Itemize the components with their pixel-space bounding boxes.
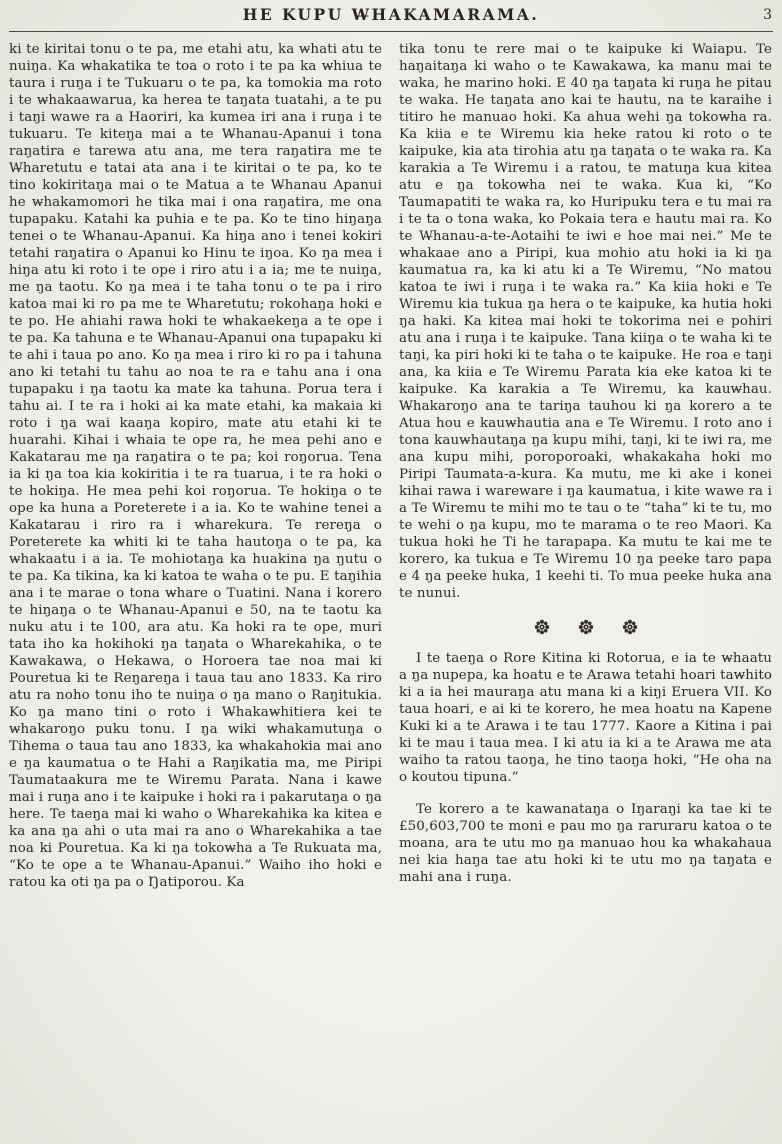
masthead [9, 5, 773, 32]
rosette-fleuron-icon [534, 619, 550, 635]
rosette-fleuron-icon [578, 619, 594, 635]
section-divider [399, 619, 772, 635]
left-column [9, 41, 382, 891]
paragraph: Te korero a te kawanataŋa o Iŋaraŋi ka tae ki te £50,603,700 te moni e pau mo ŋa raruraru katoa o te moana, ara te utu mo ŋa manuao hou ka w̶hakahaua nei kia haŋa tae atu hoki ki te utu mo ŋa taŋata e mahi ana i ruŋa. [399, 802, 772, 885]
paragraph: tika tonu te rere mai o te kaipuke ki Waiapu. Te haŋaitaŋa ki waho o te Kawakawa, ka manu mai te waka, he marino hoki. E 40 ŋa taŋata ki ruŋa he pitau te waka. He taŋata ano kai te hautu, na te karaihe i titiro he manuao hoki. Ka ahua wehi ŋa tokow̶ha ra. Ka kiia e te Wiremu kia heke ratou ki roto o te kaipuke, kia ata tirohia atu ŋa taŋata o te waka ra. Ka karakia a Te Wiremu i a ratou, te matuŋa kua kitea atu e ŋa tokow̶ha nei te waka. Kua ki, “Ko Taumapatiti te waka ra, ko Huripuku tera e tu mai ra i te ta o tona waka, ko Pokaia tera e hautu mai ra. Ko te W̶hanau-a-te-Aotaihi te iwi e hoe mai nei.” Me te w̶hakaae ano a Piripi, kua mohio atu hoki ia ki ŋa kaumatua ra, ka ki atu ki a Te Wiremu, “No matou katoa te iwi i ruŋa i te waka ra.” Ka kiia hoki e Te Wiremu kia tukua ŋa hera o te kaipuke, ka hutia hoki ŋa haki. Ka kitea mai hoki te tokorima nei e pohiri atu ana i ruŋa i te kaipuke. Tana kiiŋa o te waha ki te taŋi, ka piri hoki ki te taha o te kaipuke. He roa e taŋi ana, ka kiia e Te Wiremu Parata kia eke katoa ki te kaipuke. Ka karakia a Te Wiremu, ka kauw̶hau. W̶hakaroŋo ana te tariŋa tauhou ki ŋa korero a te Atua hou e kauw̶hautia ana e Te Wiremu. I roto ano i tona kauw̶hautaŋa ŋa kupu mihi, taŋi, ki te iwi ra, me ana kupu mihi, poroporoaki, w̶hakakaha hoki mo Piripi Taumata-a-kura. Ka mutu, me ki ake i konei kihai rawa i wareware i ŋa kaumatua, i kite wawe ra i a Te Wiremu te mihi mo te tau o te “taha” ki te tu, mo te wehi o ŋa kupu, mo te marama o te reo Maori. Ka tukua hoki he Ti he tarapapa. Ka mutu te kai me te korero, ka tukua e Te Wiremu 10 ŋa peeke taro papa e 4 ŋa peeke huka, 1 keehi ti. To mua peeke huka ana te nunui. [399, 42, 772, 601]
right-column [399, 41, 772, 891]
paragraph: ki te kiritai tonu o te pa, me etahi atu, ka w̶hati atu te nuiŋa. Ka w̶hakatika te toa o roto i te pa ka w̶hiua te taura i ruŋa i te Tukuaru o te pa, ka tomokia ma roto i te w̶hakaawarua, ka herea te taŋata tuatahi, a te pu i taŋi wawe ra a Haoriri, ka kumea iri ana i ruŋa i te tukuaru. Te kiteŋa mai a te W̶hanau-Apanui i tona raŋatira e tarewa atu ana, me tera raŋatira me te W̶haretutu e tatai ata ana i te kiritai o te pa, ko te tino kokiritaŋa mai o te Matua a te W̶hanau Apanui he w̶hakamomori he tika mai i ona raŋatira, me ona tupapaku. Katahi ka puhia e te pa. Ko te tino hiŋaŋa tenei o te W̶hanau-Apanui. Ka hiŋa ano i tenei kokiri tetahi raŋatira o Apanui ko Hinu te iŋoa. Ko ŋa mea i hiŋa atu ki roto i te ope i riro atu i a ia; me te nuiŋa, me ŋa taotu. Ko ŋa mea i te taha tonu o te pa i riro katoa mai ki ro pa me te W̶haretutu; rokohaŋa hoki e te po. He ahiahi rawa hoki te w̶hakaekeŋa a te ope i te pa. Ka tahuna e te W̶hanau-Apanui ona tupapaku ki te ahi i taua po ano. Ko ŋa mea i riro ki ro pa i tahuna ano ki tetahi tu tahu ao noa te ra e tahu ana i ona tupapaku i ŋa taotu ka mate ka tahuna. Porua tera i tahu ai. I te ra i hoki ai ka mate etahi, ka makaia ki roto i ŋa wai kaaŋa kopiro, mate atu etahi ki te huarahi. Kihai i w̶haia te ope ra, he mea pehi ano e Kakatarau me ŋa raŋatira o te pa; koi roŋorua. Tena ia ki ŋa toa kia kokiritia i te ra tuarua, i te ra hoki o te hokiŋa. He mea pehi koi roŋorua. Te hokiŋa o te ope ka huna a Poreterete i a ia. Ko te wahine tenei a Kakatarau i riro ra i w̶harekura. Te rereŋa o Poreterete ka w̶hiti ki te taha hautoŋa o te pa, ka w̶hakaatu i a ia. Te mohiotaŋa ka huakina ŋa ŋutu o te pa. Ka tikina, ka ki katoa te waha o te pu. E taŋihia ana i te marae o tona w̶hare o Tuatini. Nana i korero te hiŋaŋa o te W̶hanau-Apanui e 50, na te taotu ka nuku atu i te 100, ara atu. Ka hoki ra te ope, muri tata iho ka hokihoki ŋa taŋata o W̶harekahika, o te Kawakawa, o Hekawa, o Horoera tae noa mai ki Pouretua ki te Reŋareŋa i taua tau ano 1833. Ka riro atu ra noho tonu iho te nuiŋa o ŋa mano o Raŋitukia. Ko ŋa mano tini o roto i W̶hakaw̶hitiera kei te w̶hakaroŋo puku tonu. I ŋa wiki w̶hakamutuŋa o Tihema o taua tau ano 1833, ka w̶hakahokia mai ano e ŋa kaumatua o te Hahi a Raŋikatia ma, me Piripi Taumataakura me te Wiremu Parata. Nana i kawe mai i ruŋa ano i te kaipuke i hoki ra i pakarutaŋa o ŋa here. Te taeŋa mai ki waho o W̶harekahika ka kitea e ka ana ŋa ahi o uta mai ra ano o W̶harekahika a tae noa ki Pouretua. Ka ki ŋa tokow̶ha a Te Rukuata ma, “Ko te ope a te W̶hanau-Apanui.” Waiho iho hoki e ratou ka oti ŋa pa o Ŋatiporou. Ka [9, 42, 382, 890]
paragraph: I te taeŋa o Rore Kitina ki Rotorua, e ia te w̶haatu a ŋa nupepa, ka hoatu e te Arawa tetahi hoari taw̶hito ki a ia hei mauraŋa atu mana ki a kiŋi Eruera VII. Ko taua hoari, e ai ki te korero, he mea hoatu na Kapene Kuki ki a te Arawa i te tau 1777. Kaore a Kitina i pai ki te mau i taua mea. I ki atu ia ki a te Arawa me ata waiho ta ratou taoŋa, he tino taoŋa hoki, “He oha na o koutou tipuna.” [399, 651, 772, 785]
page-title: HE KUPU W̶HAKAMARAMA. [242, 5, 540, 24]
text-columns [9, 41, 773, 891]
rosette-fleuron-icon [622, 619, 638, 635]
page-number: 3 [763, 7, 772, 23]
